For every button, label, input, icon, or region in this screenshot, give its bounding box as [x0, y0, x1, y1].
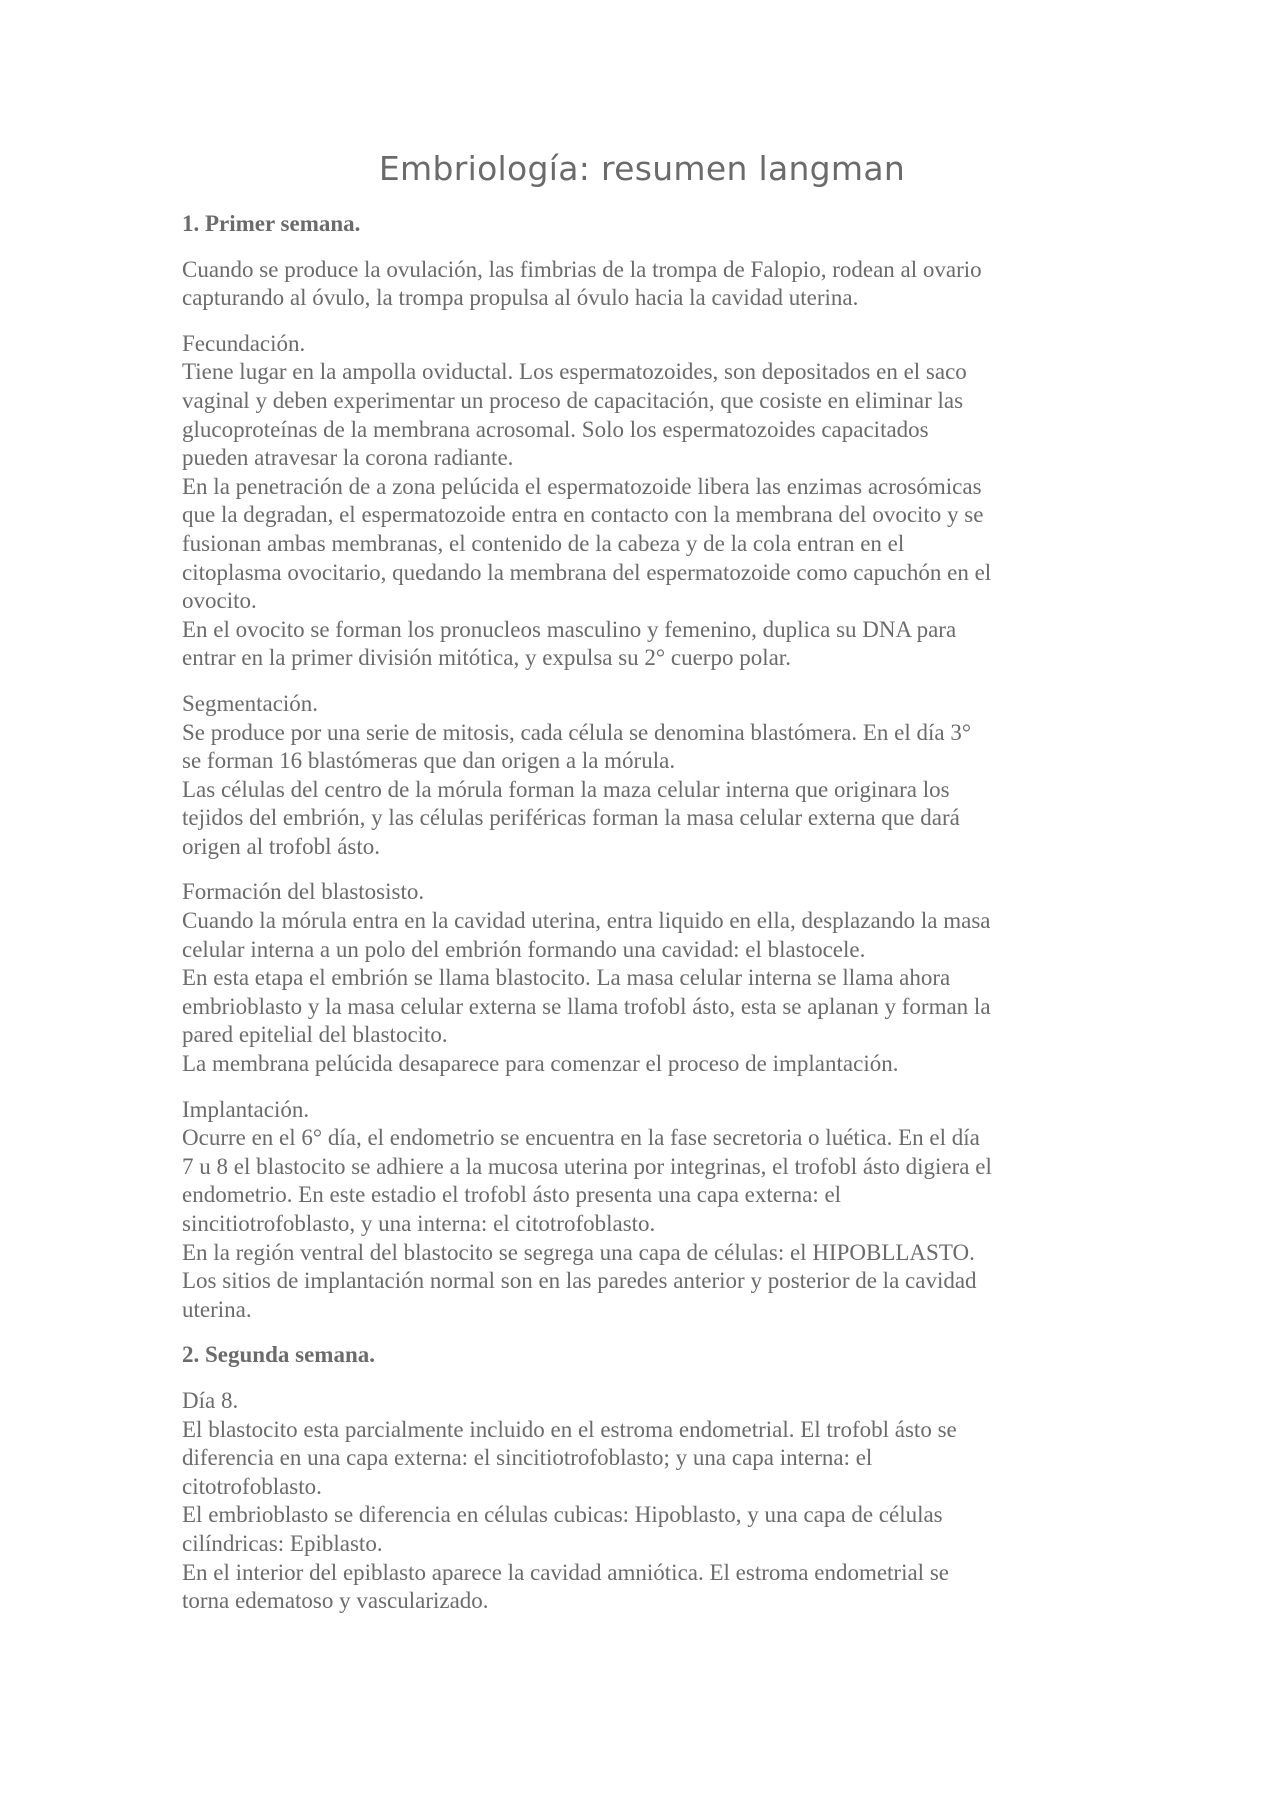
text-line: ovocito. [182, 588, 257, 614]
text-line: cilíndricas: Epiblasto. [182, 1530, 383, 1556]
text-line: endometrio. En este estadio el trofobl ásto presenta una capa externa: el [182, 1182, 842, 1208]
text-line: celular interna a un polo del embrión formando una cavidad: el blastocele. [182, 936, 866, 962]
document-page [182, 148, 1102, 1633]
text-line: En la penetración de a zona pelúcida el espermatozoide libera las enzimas acrosómicas [182, 473, 982, 499]
text-line: Tiene lugar en la ampolla oviductal. Los espermatozoides, son depositados en el saco [182, 359, 967, 385]
subsection-title: Día 8. [182, 1387, 239, 1413]
text-line: capturando al óvulo, la trompa propulsa al óvulo hacia la cavidad uterina. [182, 285, 859, 311]
section-heading: 2. Segunda semana. [182, 1342, 375, 1368]
text-line: En esta etapa el embrión se llama blastocito. La masa celular interna se llama ahora [182, 965, 951, 991]
text-line: que la degradan, el espermatozoide entra en contacto con la membrana del ovocito y se [182, 502, 984, 528]
text-line: pueden atravesar la corona radiante. [182, 445, 514, 471]
text-line: citoplasma ovocitario, quedando la membrana del espermatozoide como capuchón en el [182, 559, 992, 585]
text-line: uterina. [182, 1296, 252, 1322]
text-line: En la región ventral del blastocito se segrega una capa de células: el HIPOBLLASTO. [182, 1239, 975, 1265]
text-line: diferencia en una capa externa: el sincitiotrofoblasto; y una capa interna: el [182, 1445, 873, 1471]
text-line: entrar en la primer división mitótica, y expulsa su 2° cuerpo polar. [182, 645, 791, 671]
subsection-title: Formación del blastosisto. [182, 879, 425, 905]
document-body [182, 210, 1102, 1616]
section-heading: 1. Primer semana. [182, 211, 361, 236]
text-line: glucoproteínas de la membrana acrosomal. Solo los espermatozoides capacitados [182, 416, 929, 442]
text-line: Se produce por una serie de mitosis, cada célula se denomina blastómera. En el día 3° [182, 719, 972, 745]
text-line: Las células del centro de la mórula forman la maza celular interna que originara los [182, 776, 950, 802]
paragraph-block [182, 1096, 1102, 1325]
text-line: origen al trofobl ásto. [182, 833, 381, 859]
paragraph-block [182, 878, 1102, 1078]
text-line: En el ovocito se forman los pronucleos masculino y femenino, duplica su DNA para [182, 616, 957, 642]
paragraph-block [182, 256, 1102, 313]
text-line: Cuando la mórula entra en la cavidad uterina, entra liquido en ella, desplazando la masa [182, 908, 991, 934]
subsection-title: Segmentación. [182, 690, 319, 716]
text-line: Cuando se produce la ovulación, las fimbrias de la trompa de Falopio, rodean al ovario [182, 256, 982, 282]
text-line: pared epitelial del blastocito. [182, 1022, 448, 1048]
text-line: sincitiotrofoblasto, y una interna: el citotrofoblasto. [182, 1211, 656, 1236]
text-line: El blastocito esta parcialmente incluido en el estroma endometrial. El trofobl ásto se [182, 1416, 957, 1442]
text-line: En el interior del epiblasto aparece la cavidad amniótica. El estroma endometrial se [182, 1559, 949, 1585]
text-line: 7 u 8 el blastocito se adhiere a la mucosa uterina por integrinas, el trofobl ásto digiera el [182, 1153, 992, 1179]
text-line: torna edematoso y vascularizado. [182, 1588, 489, 1614]
text-line: tejidos del embrión, y las células periféricas forman la masa celular externa que dará [182, 805, 960, 831]
paragraph-block [182, 1387, 1102, 1616]
document-title: Embriología: resumen langman [378, 149, 906, 188]
paragraph-block [182, 330, 1102, 673]
subsection-title: Implantación. [182, 1096, 310, 1122]
text-line: vaginal y deben experimentar un proceso de capacitación, que cosiste en eliminar las [182, 387, 964, 413]
text-line: La membrana pelúcida desaparece para comenzar el proceso de implantación. [182, 1051, 899, 1077]
text-line: Los sitios de implantación normal son en las paredes anterior y posterior de la cavidad [182, 1268, 977, 1294]
text-line: citotrofoblasto. [182, 1473, 322, 1499]
text-line: se forman 16 blastómeras que dan origen a la mórula. [182, 748, 676, 774]
subsection-title: Fecundación. [182, 330, 306, 356]
paragraph-block [182, 690, 1102, 862]
text-line: fusionan ambas membranas, el contenido de la cabeza y de la cola entran en el [182, 530, 905, 556]
text-line: El embrioblasto se diferencia en células cubicas: Hipoblasto, y una capa de células [182, 1502, 943, 1528]
text-line: embrioblasto y la masa celular externa se llama trofobl ásto, esta se aplanan y forman la [182, 993, 991, 1019]
text-line: Ocurre en el 6° día, el endometrio se encuentra en la fase secretoria o luética. En el día [182, 1125, 980, 1151]
